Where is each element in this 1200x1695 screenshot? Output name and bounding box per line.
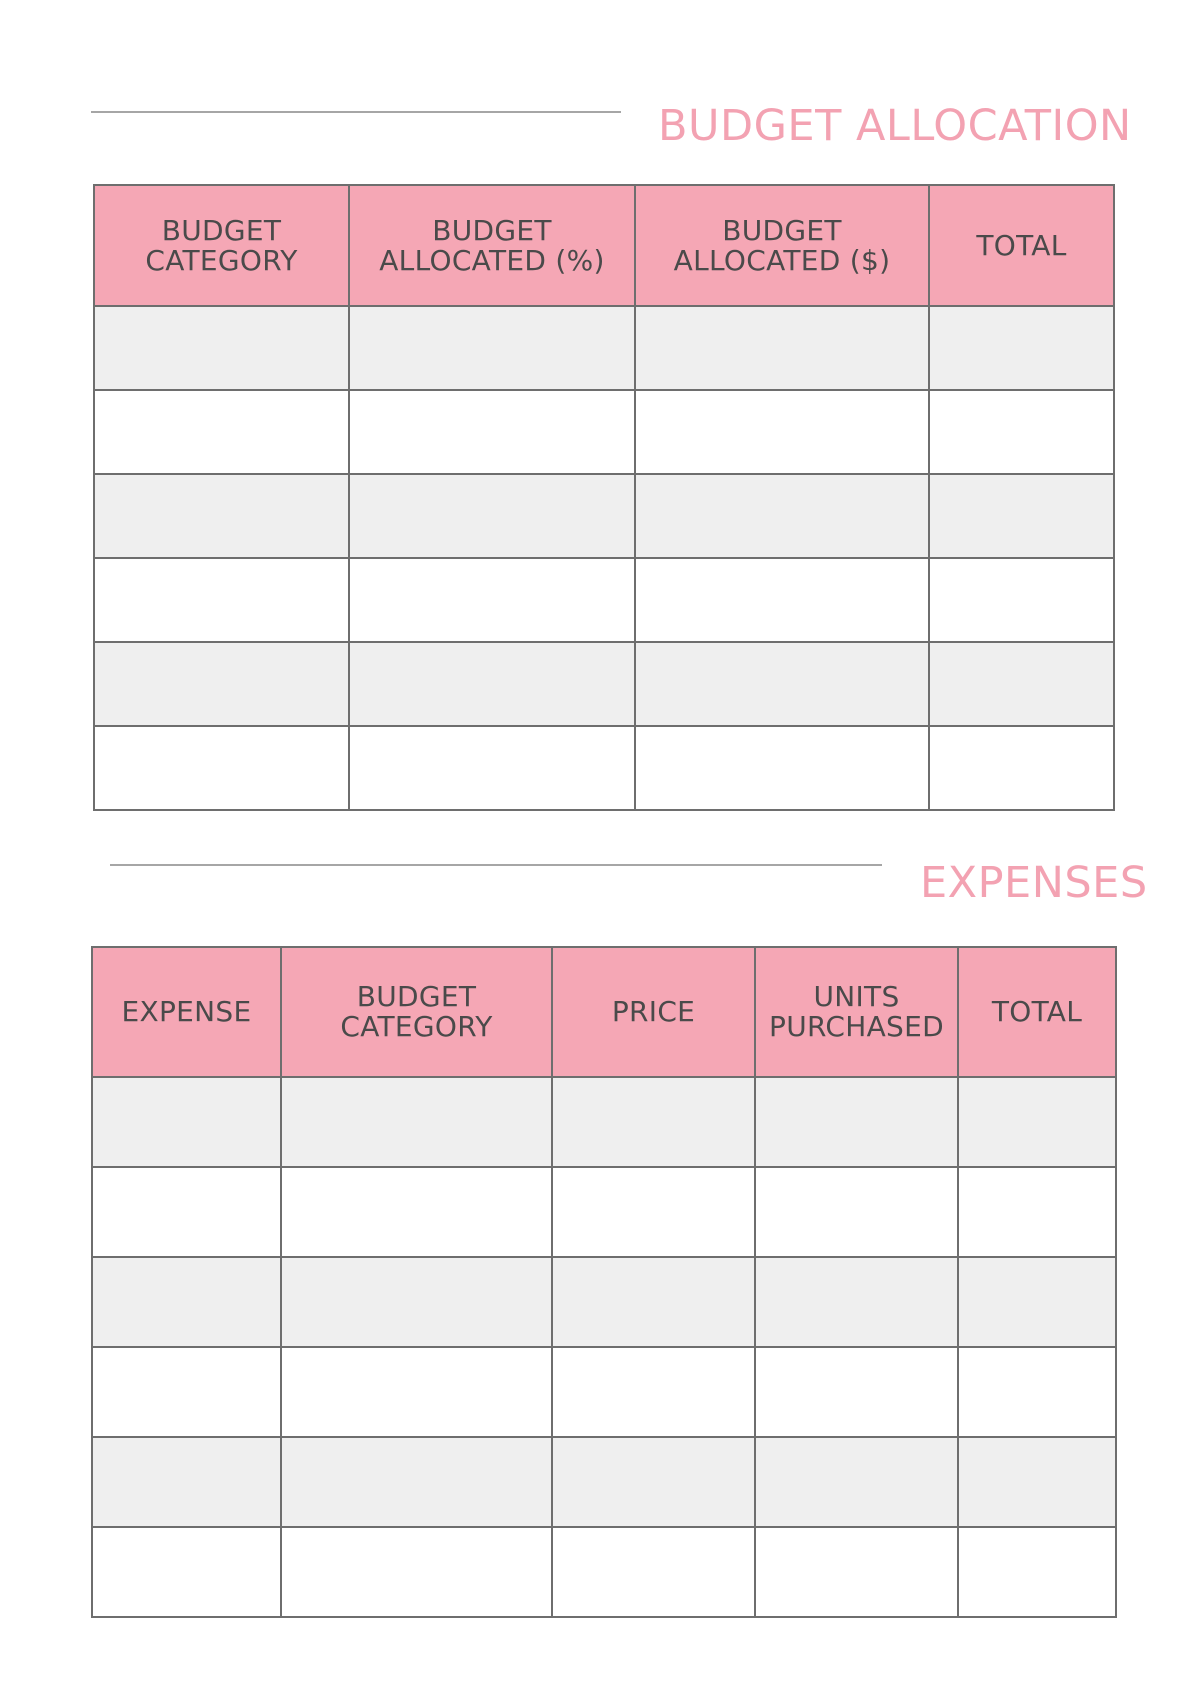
table-cell[interactable] [94, 726, 349, 810]
table-cell[interactable] [552, 1257, 755, 1347]
table-cell[interactable] [92, 1077, 281, 1167]
table-cell[interactable] [92, 1437, 281, 1527]
table-cell[interactable] [635, 390, 929, 474]
expenses-title: EXPENSES [920, 858, 1148, 908]
table-cell[interactable] [635, 558, 929, 642]
table-row [94, 726, 1114, 810]
table-cell[interactable] [94, 306, 349, 390]
table-cell[interactable] [958, 1257, 1116, 1347]
table-cell[interactable] [281, 1347, 552, 1437]
table-row [94, 558, 1114, 642]
table-cell[interactable] [929, 558, 1114, 642]
table-cell[interactable] [94, 390, 349, 474]
table-cell[interactable] [349, 474, 635, 558]
column-header-budget-category: BUDGET CATEGORY [281, 947, 552, 1077]
table-cell[interactable] [92, 1167, 281, 1257]
expenses-table [91, 946, 1117, 1618]
table-cell[interactable] [958, 1347, 1116, 1437]
table-cell[interactable] [755, 1527, 958, 1617]
table-cell[interactable] [635, 726, 929, 810]
table-cell[interactable] [552, 1077, 755, 1167]
table-cell[interactable] [755, 1077, 958, 1167]
table-row [94, 474, 1114, 558]
table-cell[interactable] [635, 474, 929, 558]
table-cell[interactable] [755, 1437, 958, 1527]
table-cell[interactable] [958, 1437, 1116, 1527]
table-cell[interactable] [281, 1437, 552, 1527]
table-cell[interactable] [958, 1167, 1116, 1257]
table-row [92, 1437, 1116, 1527]
table-cell[interactable] [755, 1167, 958, 1257]
table-cell[interactable] [349, 306, 635, 390]
table-cell[interactable] [92, 1347, 281, 1437]
table-row [92, 1167, 1116, 1257]
table-cell[interactable] [755, 1257, 958, 1347]
table-cell[interactable] [929, 726, 1114, 810]
column-header-total: TOTAL [929, 185, 1114, 306]
table-cell[interactable] [94, 474, 349, 558]
budget-allocation-header-row [94, 185, 1114, 306]
table-cell[interactable] [635, 642, 929, 726]
table-cell[interactable] [281, 1527, 552, 1617]
expenses-header-row [92, 947, 1116, 1077]
table-cell[interactable] [349, 726, 635, 810]
table-cell[interactable] [281, 1167, 552, 1257]
table-cell[interactable] [958, 1077, 1116, 1167]
column-header-budget-category: BUDGET CATEGORY [94, 185, 349, 306]
table-cell[interactable] [281, 1077, 552, 1167]
column-header-units-purchased: UNITS PURCHASED [755, 947, 958, 1077]
table-row [92, 1077, 1116, 1167]
budget-allocation-table [93, 184, 1115, 811]
table-row [94, 390, 1114, 474]
table-cell[interactable] [92, 1527, 281, 1617]
table-cell[interactable] [92, 1257, 281, 1347]
column-header-budget-allocated-dollars: BUDGET ALLOCATED ($) [635, 185, 929, 306]
table-cell[interactable] [94, 642, 349, 726]
column-header-budget-allocated-percent: BUDGET ALLOCATED (%) [349, 185, 635, 306]
table-cell[interactable] [552, 1527, 755, 1617]
table-cell[interactable] [929, 642, 1114, 726]
column-header-price: PRICE [552, 947, 755, 1077]
expenses-divider [110, 864, 882, 866]
budget-allocation-divider [91, 111, 621, 113]
table-cell[interactable] [552, 1167, 755, 1257]
column-header-expense: EXPENSE [92, 947, 281, 1077]
table-row [94, 306, 1114, 390]
table-cell[interactable] [552, 1437, 755, 1527]
table-cell[interactable] [929, 390, 1114, 474]
table-cell[interactable] [552, 1347, 755, 1437]
table-cell[interactable] [349, 558, 635, 642]
table-cell[interactable] [94, 558, 349, 642]
table-cell[interactable] [958, 1527, 1116, 1617]
table-cell[interactable] [349, 642, 635, 726]
table-row [92, 1527, 1116, 1617]
table-cell[interactable] [349, 390, 635, 474]
table-cell[interactable] [929, 306, 1114, 390]
table-cell[interactable] [755, 1347, 958, 1437]
table-cell[interactable] [929, 474, 1114, 558]
table-row [92, 1347, 1116, 1437]
table-cell[interactable] [281, 1257, 552, 1347]
table-row [94, 642, 1114, 726]
table-cell[interactable] [635, 306, 929, 390]
budget-allocation-title: BUDGET ALLOCATION [658, 101, 1132, 151]
table-row [92, 1257, 1116, 1347]
column-header-total: TOTAL [958, 947, 1116, 1077]
